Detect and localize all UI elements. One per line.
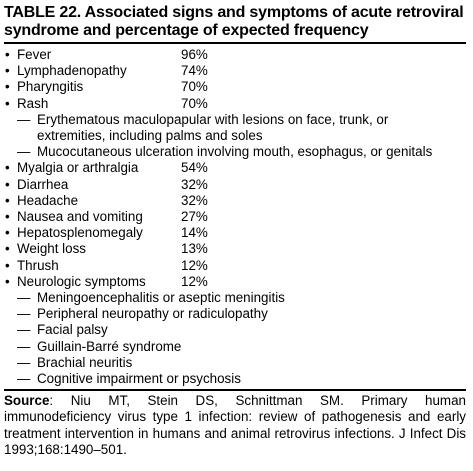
source-label: Source bbox=[4, 393, 50, 409]
symptom-label: Rash bbox=[17, 95, 49, 111]
source-text: : Niu MT, Stein DS, Schnittman SM. Primary human immunodeficiency virus type 1 infection: review of pathogenesis and early treatment intervention in humans and animal retrovirus infections. J Infect Dis 1993;168:1490–501. bbox=[4, 393, 466, 457]
sub-item-text: Facial palsy bbox=[37, 322, 108, 338]
dash-mark: — bbox=[17, 322, 31, 338]
sub-item bbox=[4, 355, 466, 371]
symptom-label: Neurologic symptoms bbox=[17, 273, 146, 289]
sub-item bbox=[4, 322, 466, 338]
sub-item bbox=[4, 339, 466, 355]
symptom-label: Headache bbox=[17, 192, 79, 208]
bullet-mark: • bbox=[5, 47, 10, 62]
bullet-mark: • bbox=[5, 257, 10, 273]
symptom-frequency: 12% bbox=[181, 273, 208, 289]
symptom-row bbox=[4, 96, 466, 112]
bullet-mark: • bbox=[5, 225, 10, 241]
symptom-frequency: 70% bbox=[181, 79, 208, 95]
symptom-row bbox=[4, 160, 466, 176]
symptom-row bbox=[4, 47, 466, 63]
bullet-mark: • bbox=[5, 63, 10, 79]
dash-mark: — bbox=[17, 290, 31, 306]
symptom-frequency: 96% bbox=[181, 47, 208, 62]
symptom-label: Nausea and vomiting bbox=[17, 209, 143, 225]
dash-mark: — bbox=[17, 111, 31, 127]
symptom-label: Diarrhea bbox=[17, 176, 69, 192]
title-line-2: syndrome and percentage of expected frequency bbox=[4, 22, 369, 39]
sub-item bbox=[4, 306, 466, 322]
symptom-row bbox=[4, 225, 466, 241]
sub-item-text: Peripheral neuropathy or radiculopathy bbox=[37, 306, 268, 322]
source-citation bbox=[4, 389, 466, 458]
symptom-frequency: 12% bbox=[181, 257, 208, 273]
sub-item-text: Brachial neuritis bbox=[37, 354, 133, 370]
sub-item-text: Erythematous maculopapular with lesions on face, trunk, or bbox=[37, 111, 389, 127]
symptom-row bbox=[4, 258, 466, 274]
sub-item bbox=[4, 112, 466, 144]
symptom-row bbox=[4, 177, 466, 193]
symptom-row bbox=[4, 209, 466, 225]
symptom-label: Thrush bbox=[17, 257, 59, 273]
bullet-mark: • bbox=[5, 79, 10, 95]
sub-item-text: Cognitive impairment or psychosis bbox=[37, 371, 241, 387]
dash-mark: — bbox=[17, 306, 31, 322]
symptom-frequency: 54% bbox=[181, 160, 208, 176]
sub-item-text: Mucocutaneous ulceration involving mouth, esophagus, or genitals bbox=[37, 144, 433, 160]
sub-item bbox=[4, 371, 466, 387]
bullet-mark: • bbox=[5, 241, 10, 257]
sub-item bbox=[4, 144, 466, 160]
bullet-mark: • bbox=[5, 95, 10, 111]
symptom-label: Pharyngitis bbox=[17, 79, 84, 95]
bullet-mark: • bbox=[5, 176, 10, 192]
symptom-label: Hepatosplenomegaly bbox=[17, 225, 143, 241]
dash-mark: — bbox=[17, 144, 31, 160]
bullet-mark: • bbox=[5, 160, 10, 176]
bullet-mark: • bbox=[5, 209, 10, 225]
symptom-label: Lymphadenopathy bbox=[17, 63, 127, 79]
dash-mark: — bbox=[17, 371, 31, 387]
symptom-row bbox=[4, 79, 466, 95]
symptom-frequency: 70% bbox=[181, 95, 208, 111]
symptom-frequency: 27% bbox=[181, 209, 208, 225]
sub-item-text: Meningoencephalitis or aseptic meningitis bbox=[37, 290, 285, 306]
symptom-row bbox=[4, 241, 466, 257]
symptom-frequency: 32% bbox=[181, 192, 208, 208]
symptom-label: Fever bbox=[17, 47, 52, 62]
title-line-1: TABLE 22. Associated signs and symptoms of acute retroviral bbox=[4, 4, 464, 21]
table-22 bbox=[4, 4, 466, 458]
symptom-row bbox=[4, 274, 466, 290]
symptom-row bbox=[4, 63, 466, 79]
bullet-mark: • bbox=[5, 273, 10, 289]
table-title bbox=[4, 4, 466, 44]
symptom-list bbox=[4, 47, 466, 387]
symptom-frequency: 32% bbox=[181, 176, 208, 192]
symptom-frequency: 74% bbox=[181, 63, 208, 79]
dash-mark: — bbox=[17, 354, 31, 370]
dash-mark: — bbox=[17, 338, 31, 354]
sub-item-text: Guillain-Barré syndrome bbox=[37, 338, 182, 354]
sub-item bbox=[4, 290, 466, 306]
bullet-mark: • bbox=[5, 192, 10, 208]
symptom-frequency: 14% bbox=[181, 225, 208, 241]
symptom-label: Weight loss bbox=[17, 241, 86, 257]
symptom-frequency: 13% bbox=[181, 241, 208, 257]
sub-item-continuation: extremities, including palms and soles bbox=[37, 128, 263, 144]
symptom-row bbox=[4, 193, 466, 209]
symptom-label: Myalgia or arthralgia bbox=[17, 160, 139, 176]
